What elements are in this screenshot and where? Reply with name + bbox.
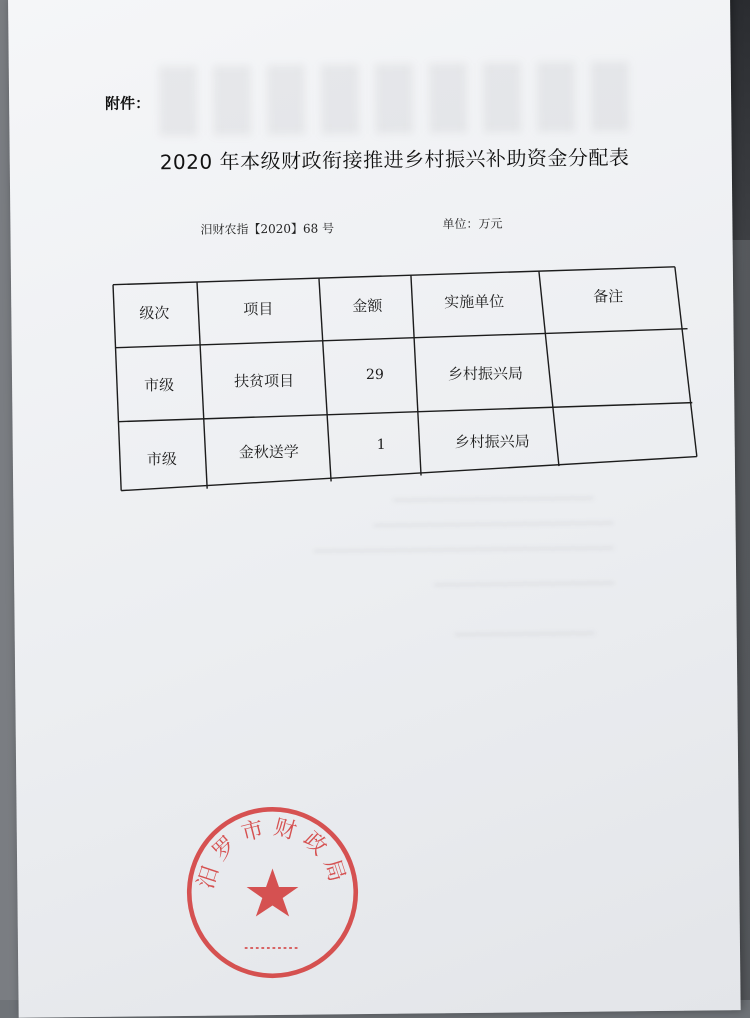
row1-level: 市级 [143,376,175,395]
table-header-note: 备注 [593,287,624,306]
table-header-amount: 金额 [352,296,383,316]
seal-text: 汨罗市财政局 [192,814,353,892]
allocation-table-grid [8,0,735,518]
official-seal [180,800,365,985]
row2-level: 市级 [146,450,177,469]
row2-implementing-unit: 乡村振兴局 [454,432,530,452]
unit-label: 单位：万元 [442,216,503,232]
table-col-line-1 [197,282,207,489]
reverse-bleed-line [455,632,595,636]
row1-implementing-unit: 乡村振兴局 [447,364,524,384]
table-col-line-5 [675,267,697,457]
reverse-bleed-line [374,521,614,527]
table-col-line-4 [539,271,559,466]
attachment-label: 附件： [105,94,151,113]
document-title: 2020 年本级财政衔接推进乡村振兴补助资金分配表 [159,145,630,175]
table-header-project: 项目 [243,300,274,319]
table-col-line-3 [411,275,421,475]
table-line-header-bottom [116,329,688,348]
row2-amount: 1 [376,436,386,453]
table-col-line-2 [319,278,331,481]
row1-project: 扶贫项目 [233,371,295,391]
document-number: 汨财农指【2020】68 号 [200,221,335,237]
table-col-line-0 [113,285,121,491]
table-header-level: 级次 [139,304,170,323]
row2-project: 金秋送学 [238,442,299,462]
row1-amount: 29 [365,366,384,384]
star-icon [247,868,299,916]
reverse-bleed-line [434,581,614,586]
table-header-implementing-unit: 实施单位 [444,292,505,312]
document-page [8,0,741,1018]
reverse-bleed-line [314,546,614,552]
table-line-row1-bottom [118,403,692,422]
